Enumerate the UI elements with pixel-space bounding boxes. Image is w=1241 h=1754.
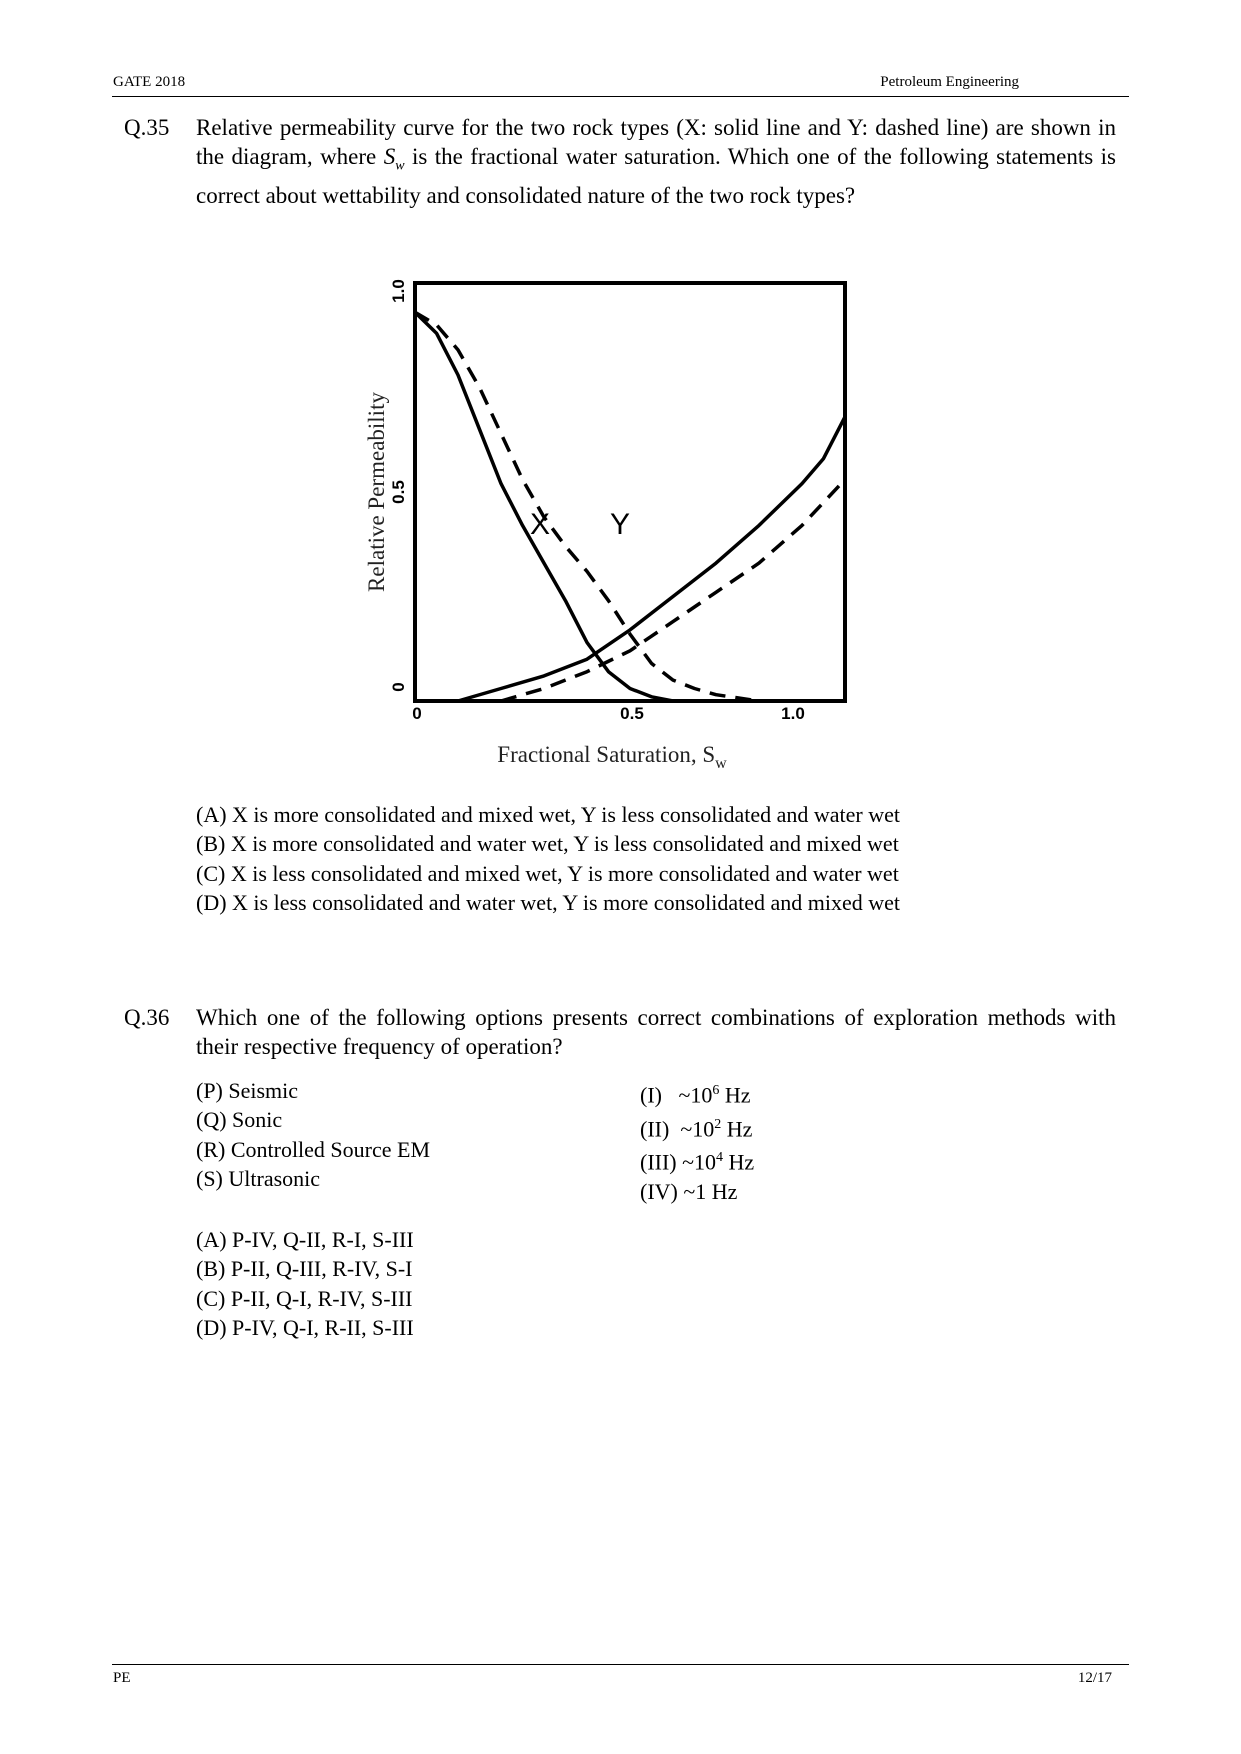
q35-text-part2: is the fractional water saturation. Which one of the following statements is correct about wettability and consolidated nature of the two rock types? <box>196 144 1116 208</box>
q36-options <box>196 1225 414 1342</box>
q35-option-d[interactable]: (D) X is less consolidated and water wet, Y is more consolidated and mixed wet <box>196 889 901 915</box>
q35-symbol-s: S <box>383 144 396 169</box>
freq-unit: Hz <box>728 1149 755 1175</box>
q36-method-r: (R) Controlled Source EM <box>196 1136 431 1162</box>
y-axis-label: Relative Permeability <box>364 392 389 592</box>
freq-base: ~10 <box>680 1115 715 1141</box>
q36-option-d[interactable]: (D) P-IV, Q-I, R-II, S-III <box>196 1314 414 1340</box>
freq-base: ~10 <box>678 1082 713 1108</box>
header-rule <box>112 96 1129 97</box>
freq-label: (IV) <box>640 1178 678 1204</box>
q36-text: Which one of the following options presents correct combinations of exploration methods with their respective frequency of operation? <box>196 1005 1116 1059</box>
q36-number: Q.36 <box>124 1005 170 1030</box>
q35-symbol-w: w <box>395 158 405 174</box>
q36-method-q: (Q) Sonic <box>196 1107 283 1133</box>
q35-text <box>196 113 1116 210</box>
y-tick-0: 0 <box>389 682 408 692</box>
freq-unit: Hz <box>724 1082 751 1108</box>
q36-frequency-iii <box>640 1143 754 1177</box>
freq-label: (III) <box>640 1149 677 1175</box>
q36-frequency-ii <box>640 1110 754 1144</box>
freq-label: (II) <box>640 1115 670 1141</box>
q36-option-a[interactable]: (A) P-IV, Q-II, R-I, S-III <box>196 1227 414 1252</box>
y-tick-0-5: 0.5 <box>389 480 408 504</box>
q36-frequency-list <box>640 1076 754 1206</box>
q36-methods-list <box>196 1076 430 1193</box>
freq-base: ~10 <box>682 1149 717 1175</box>
q36-option-c[interactable]: (C) P-II, Q-I, R-IV, S-III <box>196 1285 413 1311</box>
q35-number: Q.35 <box>124 115 170 140</box>
curve-label-x: X <box>530 508 551 541</box>
chart-frame <box>415 283 845 701</box>
footer-paper-code: PE <box>113 1670 131 1686</box>
series-y-dashed-curve-3 <box>501 480 845 702</box>
footer-page-number: 12/17 <box>1077 1670 1112 1686</box>
chart-series-layer <box>415 312 845 701</box>
footer-rule <box>112 1664 1129 1665</box>
q35-option-b[interactable]: (B) X is more consolidated and water wet, Y is less consolidated and mixed wet <box>196 831 899 857</box>
q36-method-p: (P) Seismic <box>196 1078 299 1103</box>
y-tick-1-0: 1.0 <box>389 279 408 303</box>
x-tick-0-5: 0.5 <box>620 704 644 723</box>
curve-label-y: Y <box>610 508 631 541</box>
q36-frequency-i <box>640 1076 754 1110</box>
q35-text-part1: Relative permeability curve for the two rock types (X: solid line and Y: dashed line) are shown in the diagram, where <box>196 115 1116 169</box>
x-axis-label-sub: w <box>715 755 727 772</box>
q36-method-s: (S) Ultrasonic <box>196 1165 321 1191</box>
freq-base: ~1 <box>683 1178 707 1204</box>
q35-option-a[interactable]: (A) X is more consolidated and mixed wet, Y is less consolidated and water wet <box>196 802 901 827</box>
x-tick-1-0: 1.0 <box>781 704 805 723</box>
x-axis-label <box>497 742 727 772</box>
freq-exponent: 6 <box>712 1083 720 1098</box>
freq-exponent: 4 <box>716 1150 724 1166</box>
q36-option-b[interactable]: (B) P-II, Q-III, R-IV, S-I <box>196 1256 413 1282</box>
freq-label: (I) <box>640 1082 662 1108</box>
q36-frequency-iv <box>640 1177 754 1206</box>
series-x-solid-curve-1 <box>458 417 845 701</box>
header-subject: Petroleum Engineering <box>880 74 1019 90</box>
freq-unit: Hz <box>726 1115 753 1141</box>
q35-options <box>196 800 900 917</box>
header-exam-name: GATE 2018 <box>113 74 186 90</box>
freq-unit: Hz <box>711 1178 738 1204</box>
q35-option-c[interactable]: (C) X is less consolidated and mixed wet, Y is more consolidated and water wet <box>196 860 899 886</box>
relative-permeability-chart <box>364 268 830 778</box>
freq-exponent: 2 <box>714 1116 722 1132</box>
x-axis-label-main: Fractional Saturation, S <box>497 742 716 767</box>
x-tick-0: 0 <box>412 704 422 723</box>
